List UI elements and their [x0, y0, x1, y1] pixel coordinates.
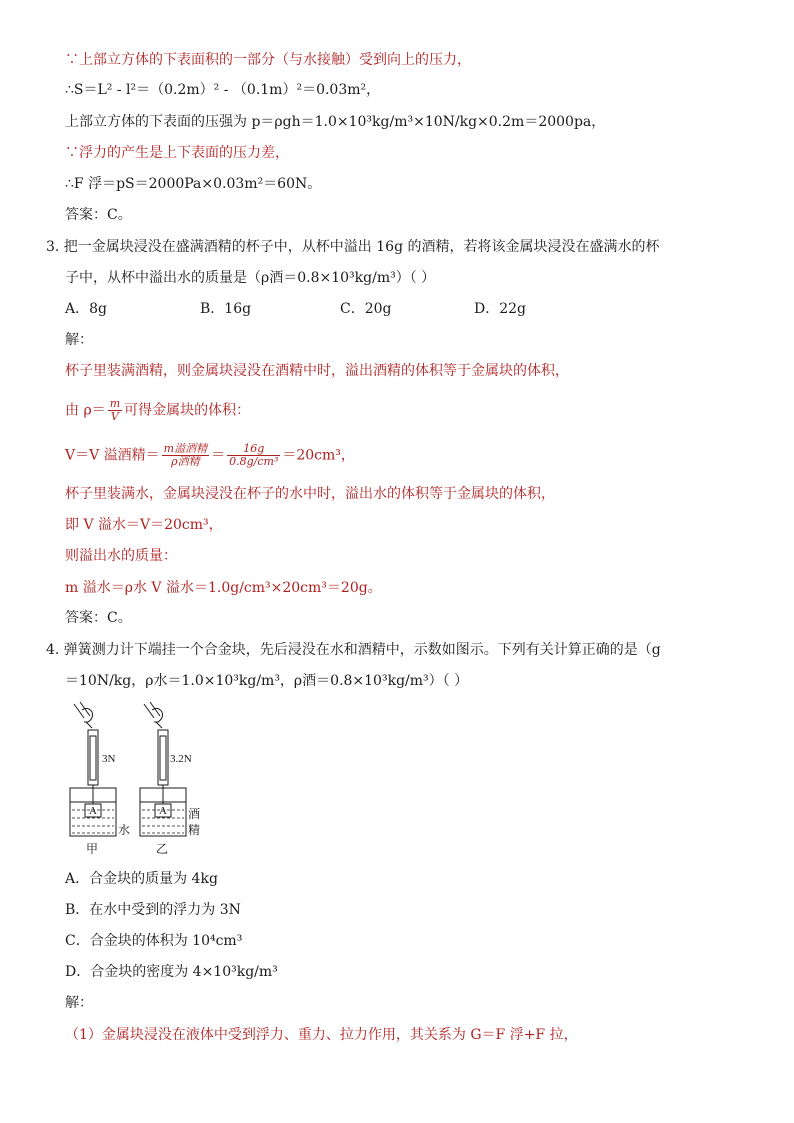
- solution-line: ∴F 浮＝pS＝2000Pa×0.03m²＝60N。: [65, 176, 322, 192]
- left-hand-icon: [74, 702, 93, 728]
- left-scale-reading: 3N: [102, 753, 116, 765]
- solution-line: 即 V 溢水＝V＝20cm³，: [65, 517, 223, 533]
- answer-line: 答案：C。: [65, 207, 132, 223]
- right-scale-inner: [160, 736, 166, 780]
- solution-label: 解：: [65, 332, 93, 348]
- solution-line: ∴S＝L² - l²＝（0.2m）² - （0.1m）²＝0.03m²，: [65, 82, 381, 98]
- right-scale-reading: 3.2N: [170, 753, 192, 765]
- left-block-label: A: [89, 805, 97, 817]
- solution-line: 杯子里装满水，金属块浸没在杯子的水中时，溢出水的体积等于金属块的体积，: [65, 486, 555, 502]
- fraction-mass-over-density: [162, 443, 209, 468]
- right-caption: 乙: [156, 842, 169, 856]
- density-formula-line: [65, 398, 250, 423]
- fraction-denominator: V: [110, 410, 119, 423]
- option-a: A．合金块的质量为 4kg: [65, 871, 218, 887]
- solution-line: m 溢水＝ρ水 V 溢水＝1.0g/cm³×20cm³＝20g。: [65, 580, 382, 596]
- fraction-numerator: m: [109, 397, 121, 410]
- fraction-denominator: 0.8g/cm³: [229, 455, 279, 468]
- fraction-denominator: ρ酒精: [171, 455, 200, 468]
- solution-line: （1）金属块浸没在液体中受到浮力、重力、拉力作用，其关系为 G＝F 浮+F 拉，: [65, 1027, 578, 1043]
- right-liquid-label-1: 酒: [188, 807, 201, 821]
- formula-text: 由 ρ＝: [65, 402, 106, 419]
- solution-line: 杯子里装满酒精，则金属块浸没在酒精中时，溢出酒精的体积等于金属块的体积，: [65, 363, 569, 379]
- formula-text: 可得金属块的体积：: [124, 402, 251, 419]
- formula-text: ＝: [211, 447, 226, 464]
- volume-formula-line: [65, 443, 355, 468]
- solution-label: 解：: [65, 995, 93, 1011]
- solution-line: ∵浮力的产生是上下表面的压力差，: [65, 145, 289, 161]
- fraction-numerator: m溢酒精: [163, 442, 208, 455]
- question-4-stem: 4. 弹簧测力计下端挂一个合金块，先后浸没在水和酒精中，示数如图示。下列有关计算正确的是（g: [46, 642, 661, 658]
- right-hand-icon: [144, 702, 163, 728]
- solution-line: ∵上部立方体的下表面积的一部分（与水接触）受到向上的压力，: [65, 52, 471, 68]
- answer-line: 答案：C。: [65, 610, 132, 626]
- solution-line: 则溢出水的质量：: [65, 548, 177, 564]
- option-b: B．在水中受到的浮力为 3N: [65, 902, 241, 918]
- right-liquid-label-2: 精: [188, 823, 201, 837]
- formula-text: ＝20cm³，: [282, 447, 355, 464]
- option-a: A．8g: [65, 301, 107, 317]
- left-caption: 甲: [86, 842, 99, 856]
- fraction-m-over-v: [108, 398, 122, 423]
- fraction-values: [227, 443, 280, 468]
- option-d: D．合金块的密度为 4×10³kg/m³: [65, 964, 278, 980]
- option-d: D．22g: [474, 301, 527, 317]
- right-block-label: A: [159, 805, 167, 817]
- fraction-numerator: 16g: [227, 443, 280, 456]
- spring-scale-figure: [62, 700, 212, 860]
- solution-line: 上部立方体的下表面的压强为 p＝ρgh＝1.0×10³kg/m³×10N/kg×0.2m＝2000pa，: [65, 114, 606, 130]
- left-liquid-label: 水: [118, 823, 131, 837]
- question-3-stem: 3. 把一金属块浸没在盛满酒精的杯子中，从杯中溢出 16g 的酒精，若将该金属块浸没在盛满水的杯: [46, 239, 660, 255]
- question-4-stem-cont: ＝10N/kg，ρ水＝1.0×10³kg/m³，ρ酒＝0.8×10³kg/m³）（ ）: [65, 673, 469, 689]
- question-3-stem-cont: 子中，从杯中溢出水的质量是（ρ酒＝0.8×10³kg/m³）（ ）: [65, 270, 436, 286]
- left-scale-inner: [90, 736, 96, 780]
- option-c: C．20g: [340, 301, 392, 317]
- option-b: B．16g: [200, 301, 252, 317]
- option-c: C．合金块的体积为 10⁴cm³: [65, 933, 243, 949]
- formula-text: V＝V 溢酒精＝: [65, 447, 160, 464]
